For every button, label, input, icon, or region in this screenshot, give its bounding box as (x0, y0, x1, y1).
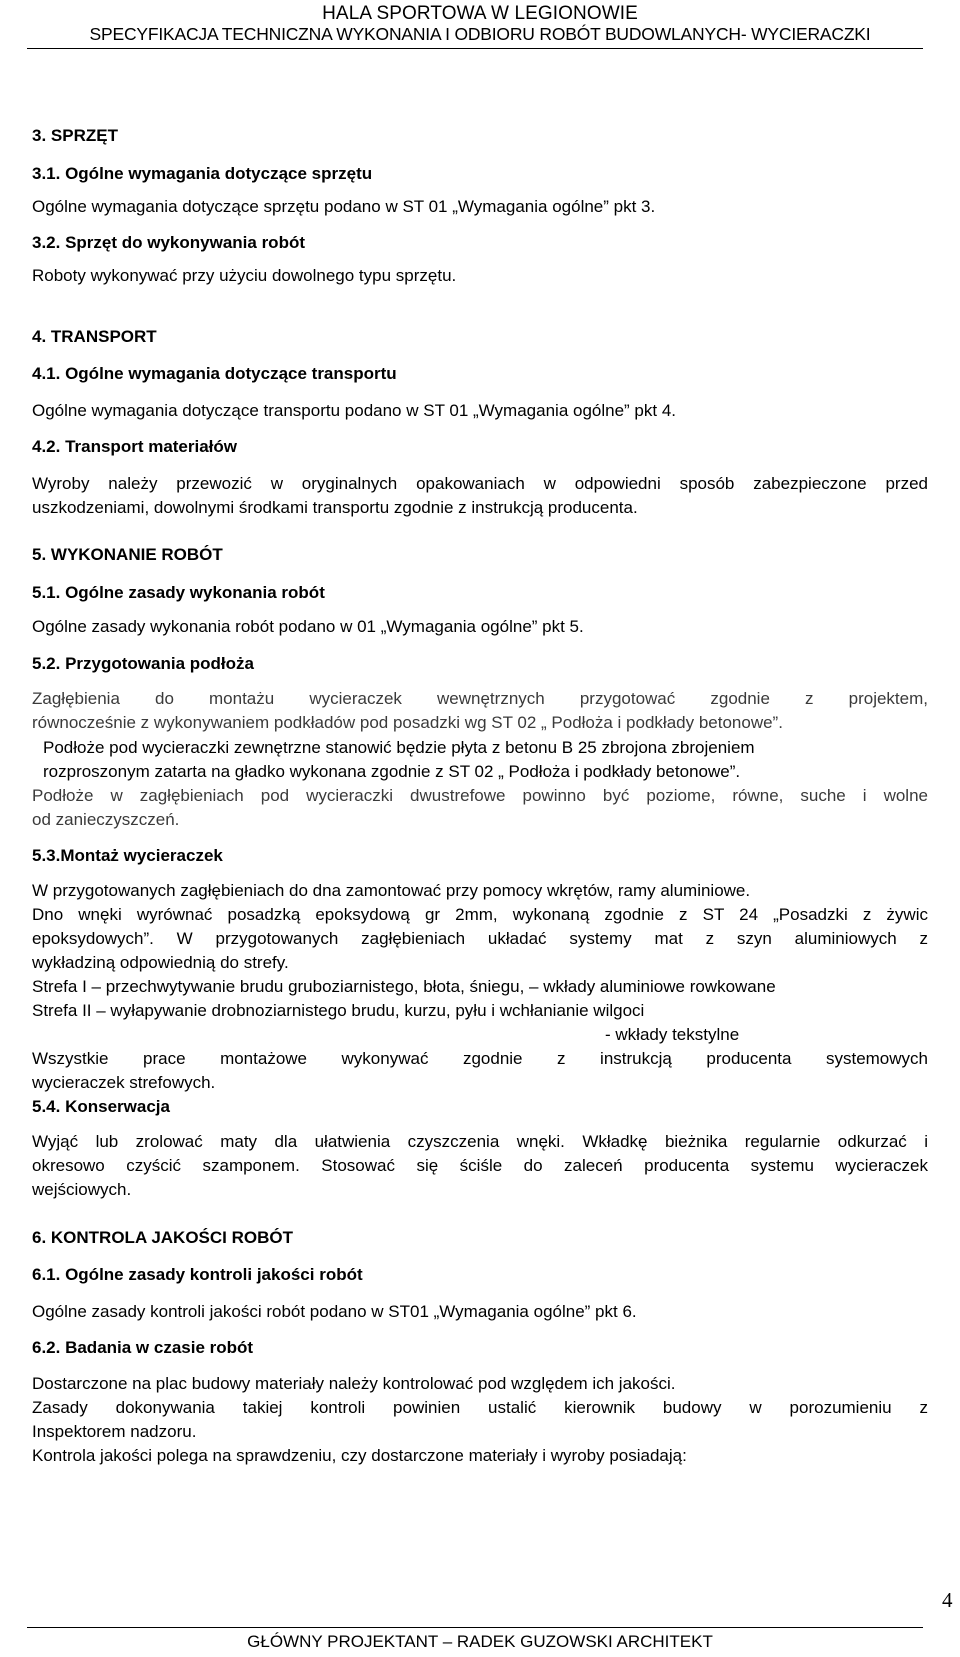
section-5-4-line-3: wejściowych. (32, 1180, 132, 1199)
section-4-2-line-2: uszkodzeniami, dowolnymi środkami transportu zgodnie z instrukcją producenta. (32, 498, 638, 517)
footer-text: GŁÓWNY PROJEKTANT – RADEK GUZOWSKI ARCHITEKT (247, 1632, 713, 1651)
section-5-2-line-6: od zanieczyszczeń. (32, 810, 180, 829)
section-6-2-heading: 6.2. Badania w czasie robót (32, 1338, 254, 1357)
section-3-heading: 3. SPRZĘT (32, 126, 118, 145)
section-5-3-line-4: wykładziną odpowiednią do strefy. (32, 953, 289, 972)
section-5-heading: 5. WYKONANIE ROBÓT (32, 545, 223, 564)
section-5-3-heading: 5.3.Montaż wycieraczek (32, 846, 223, 865)
page-number: 4 (942, 1588, 953, 1612)
section-5-3-line-6: Strefa II – wyłapywanie drobnoziarnistego brudu, kurzu, pyłu i wchłanianie wilgoci (32, 1001, 645, 1020)
section-4-heading: 4. TRANSPORT (32, 327, 157, 346)
section-3-1-heading: 3.1. Ogólne wymagania dotyczące sprzętu (32, 164, 373, 183)
section-5-3-line-3: epoksydowych”. W przygotowanych zagłębieniach układać systemy mat z szyn aluminiowych z (32, 929, 928, 948)
section-5-2-line-2: równocześnie z wykonywaniem podkładów pod posadzki wg ST 02 „ Podłoża i podkłady betonowe”. (32, 713, 783, 732)
header-rule (27, 48, 923, 49)
section-5-3-line-2: Dno wnęki wyrównać posadzką epoksydową gr 2mm, wykonaną zgodnie z ST 24 „Posadzki z żywic (32, 905, 928, 924)
section-4-2-line-1: Wyroby należy przewozić w oryginalnych opakowaniach w odpowiedni sposób zabezpieczone przed (32, 474, 928, 493)
section-5-3-line-5: Strefa I – przechwytywanie brudu gruboziarnistego, błota, śniegu, – wkłady aluminiowe rowkowane (32, 977, 776, 996)
section-5-1-text: Ogólne zasady wykonania robót podano w 01 „Wymagania ogólne” pkt 5. (32, 617, 584, 636)
section-5-3-line-9: wycieraczek strefowych. (32, 1073, 216, 1092)
section-6-1-heading: 6.1. Ogólne zasady kontroli jakości robót (32, 1265, 363, 1284)
section-5-1-heading: 5.1. Ogólne zasady wykonania robót (32, 583, 325, 602)
section-5-2-line-3: Podłoże pod wycieraczki zewnętrzne stanowić będzie płyta z betonu B 25 zbrojona zbrojeniem (43, 738, 755, 757)
header-title: HALA SPORTOWA W LEGIONOWIE (322, 3, 638, 24)
section-6-2-line-1: Dostarczone na plac budowy materiały należy kontrolować pod względem ich jakości. (32, 1374, 676, 1393)
section-5-3-line-1: W przygotowanych zagłębieniach do dna zamontować przy pomocy wkrętów, ramy aluminiowe. (32, 881, 751, 900)
section-3-1-text: Ogólne wymagania dotyczące sprzętu podano w ST 01 „Wymagania ogólne” pkt 3. (32, 197, 656, 216)
section-5-4-line-1: Wyjąć lub zrolować maty dla ułatwienia czyszczenia wnęki. Wkładkę bieżnika regularnie odkurzać i (32, 1132, 928, 1151)
section-6-2-line-4: Kontrola jakości polega na sprawdzeniu, czy dostarczone materiały i wyroby posiadają: (32, 1446, 687, 1465)
section-5-2-heading: 5.2. Przygotowania podłoża (32, 654, 254, 673)
section-6-2-line-3: Inspektorem nadzoru. (32, 1422, 197, 1441)
section-5-4-line-2: okresowo czyścić szamponem. Stosować się ściśle do zaleceń producenta systemu wycieraczek (32, 1156, 928, 1175)
header-subtitle: SPECYFIKACJA TECHNICZNA WYKONANIA I ODBIORU ROBÓT BUDOWLANYCH- WYCIERACZKI (89, 24, 871, 44)
section-4-2-heading: 4.2. Transport materiałów (32, 437, 238, 456)
section-3-2-heading: 3.2. Sprzęt do wykonywania robót (32, 233, 305, 252)
section-5-2-line-4: rozproszonym zatarta na gładko wykonana zgodnie z ST 02 „ Podłoża i podkłady betonowe”. (43, 762, 741, 781)
footer-rule (27, 1627, 923, 1628)
section-6-heading: 6. KONTROLA JAKOŚCI ROBÓT (32, 1228, 293, 1247)
section-5-4-heading: 5.4. Konserwacja (32, 1097, 170, 1116)
section-5-3-line-8: Wszystkie prace montażowe wykonywać zgodnie z instrukcją producenta systemowych (32, 1049, 928, 1068)
section-3-2-text: Roboty wykonywać przy użyciu dowolnego typu sprzętu. (32, 266, 457, 285)
section-5-3-line-7: - wkłady tekstylne (605, 1025, 740, 1044)
section-4-1-heading: 4.1. Ogólne wymagania dotyczące transportu (32, 364, 397, 383)
section-4-1-text: Ogólne wymagania dotyczące transportu podano w ST 01 „Wymagania ogólne” pkt 4. (32, 401, 677, 420)
section-6-1-text: Ogólne zasady kontroli jakości robót podano w ST01 „Wymagania ogólne” pkt 6. (32, 1302, 637, 1321)
section-5-2-line-1: Zagłębienia do montażu wycieraczek wewnętrznych przygotować zgodnie z projektem, (32, 689, 928, 708)
section-5-2-line-5: Podłoże w zagłębieniach pod wycieraczki dwustrefowe powinno być poziome, równe, suche i wolne (32, 786, 928, 805)
section-6-2-line-2: Zasady dokonywania takiej kontroli powinien ustalić kierownik budowy w porozumieniu z (32, 1398, 928, 1417)
